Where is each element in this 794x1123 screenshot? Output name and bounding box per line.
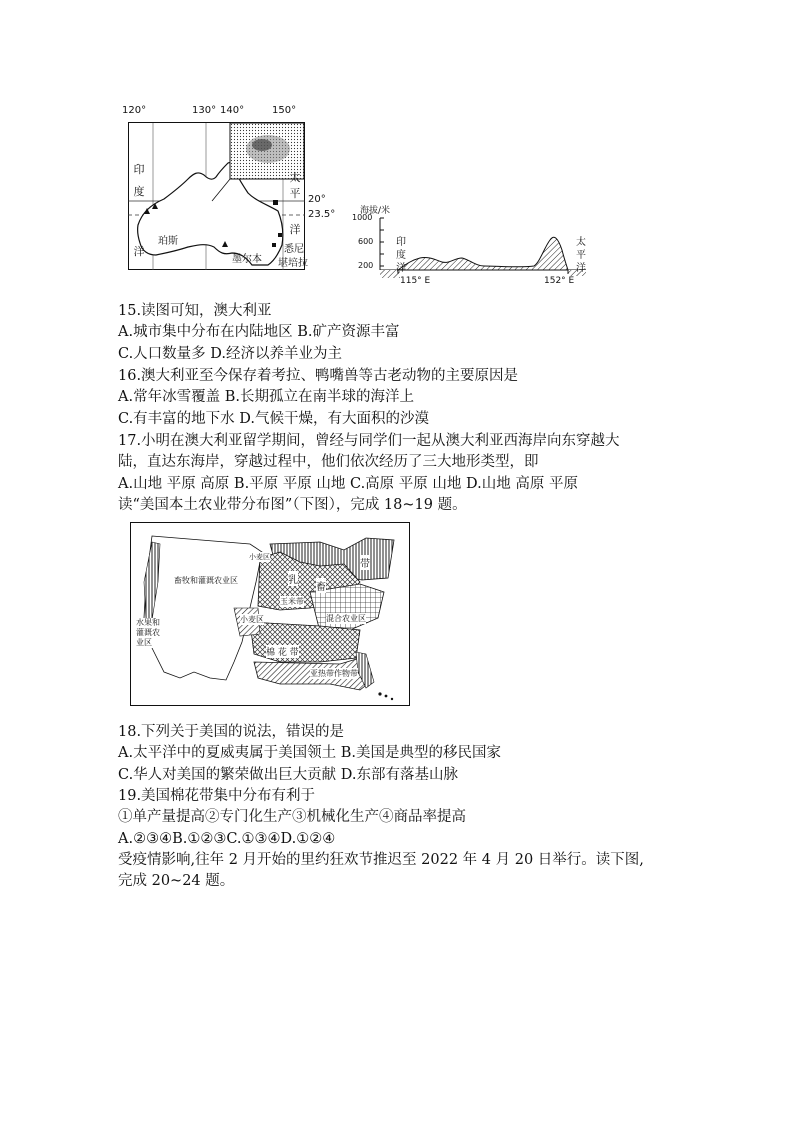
region-livestock-irrigation: 畜牧和灌溉农业区 xyxy=(174,576,238,585)
city-melbourne: 墨尔本 xyxy=(232,254,262,265)
profile-ylabel: 海拔/米 xyxy=(360,206,391,216)
profile-right-ocean-1: 太 xyxy=(576,237,586,248)
pacific-ocean-char-2: 平 xyxy=(289,187,301,200)
profile-left-ocean-1: 印 xyxy=(396,237,406,248)
lon-label-140: 140° xyxy=(220,105,245,116)
q18-options-ab: A.太平洋中的夏威夷属于美国领土 B.美国是典型的移民国家 xyxy=(118,745,501,761)
profile-xtick-115e: 115° E xyxy=(400,276,431,286)
q19-stem: 19.美国棉花带集中分布有利于 xyxy=(118,788,316,804)
region-corn-belt: 玉米带 xyxy=(280,597,304,606)
indian-ocean-char-2: 度 xyxy=(133,185,145,198)
q19-options: A.②③④B.①②③C.①③④D.①②④ xyxy=(118,831,336,847)
city-canberra: 堪培拉 xyxy=(278,258,308,269)
q16-stem: 16.澳大利亚至今保存着考拉、鸭嘴兽等古老动物的主要原因是 xyxy=(118,368,519,384)
profile-xtick-152e: 152° E xyxy=(544,276,575,286)
city-perth: 珀斯 xyxy=(158,236,178,247)
australia-map-svg xyxy=(128,105,306,270)
pacific-ocean-char-1: 太 xyxy=(289,171,301,184)
q17-options: A.山地 平原 高原 B.平原 平原 山地 C.高原 平原 山地 D.山地 高原 平原 xyxy=(118,476,578,492)
lon-label-150: 150° xyxy=(272,105,297,116)
indian-ocean-char-1: 印 xyxy=(133,163,145,176)
q17-stem-line2: 陆，直达东海岸，穿越过程中，他们依次经历了三大地形类型，即 xyxy=(118,454,539,470)
usa-map-svg xyxy=(130,522,410,706)
map-intro-18-19: 读“美国本土农业带分布图”（下图），完成 18~19 题。 xyxy=(118,497,467,513)
q18-stem: 18.下列关于美国的说法，错误的是 xyxy=(118,724,345,740)
lon-label-130: 130° xyxy=(192,105,217,116)
profile-ytick-600: 600 xyxy=(358,237,374,246)
q17-stem-line1: 17.小明在澳大利亚留学期间，曾经与同学们一起从澳大利亚西海岸向东穿越大 xyxy=(118,433,620,449)
lat-label-20: 20° xyxy=(308,194,326,205)
q15-options-cd: C.人口数量多 D.经济以养羊业为主 xyxy=(118,346,343,362)
region-fruit-irrigation-line1 xyxy=(136,618,166,648)
q16-options-ab: A.常年冰雪覆盖 B.长期孤立在南半球的海洋上 xyxy=(118,389,414,405)
profile-left-ocean-2: 度 xyxy=(396,250,406,261)
lon-label-120: 120° xyxy=(122,105,147,116)
elevation-profile xyxy=(352,200,590,290)
pacific-ocean-char-3: 洋 xyxy=(289,223,301,236)
q16-options-cd: C.有丰富的地下水 D.气候干燥，有大面积的沙漠 xyxy=(118,411,430,427)
region-dairy-char-3: 带 xyxy=(360,555,370,570)
profile-right-ocean-2: 平 xyxy=(576,250,586,261)
intro-20-24-line1: 受疫情影响,往年 2 月开始的里约狂欢节推迟至 2022 年 4 月 20 日举行。读下图, xyxy=(118,852,644,868)
q15-stem: 15.读图可知，澳大利亚 xyxy=(118,303,272,319)
city-sydney: 悉尼 xyxy=(284,244,304,255)
region-mixed-farming: 混合农业区 xyxy=(326,614,366,623)
region-cotton-belt: 棉 花 带 xyxy=(266,645,299,658)
australia-map xyxy=(122,105,336,270)
indian-ocean-char-3: 洋 xyxy=(133,245,145,258)
q19-statements: ①单产量提高②专门化生产③机械化生产④商品率提高 xyxy=(118,809,466,825)
lat-label-23-5: 23.5° xyxy=(308,209,336,220)
q18-options-cd: C.华人对美国的繁荣做出巨大贡献 D.东部有落基山脉 xyxy=(118,767,459,783)
region-wheat: 小麦区 xyxy=(240,615,264,624)
profile-right-ocean-3: 洋 xyxy=(576,263,586,274)
q15-options-ab: A.城市集中分布在内陆地区 B.矿产资源丰富 xyxy=(118,324,400,340)
region-dairy-char-2: 畜 xyxy=(316,578,326,593)
intro-20-24-line2: 完成 20~24 题。 xyxy=(118,873,235,889)
profile-left-ocean-3: 洋 xyxy=(396,263,406,274)
region-dairy-char-1: 乳 xyxy=(288,571,298,586)
region-wheat-north: 小麦区 xyxy=(249,553,270,561)
profile-ytick-200: 200 xyxy=(358,261,374,270)
region-fruit-irrigation: 水果和灌溉农业区 xyxy=(136,618,160,647)
profile-ytick-1000: 1000 xyxy=(352,213,373,222)
usa-agriculture-map xyxy=(130,522,410,706)
region-subtropical: 亚热带作物带 xyxy=(310,669,358,678)
